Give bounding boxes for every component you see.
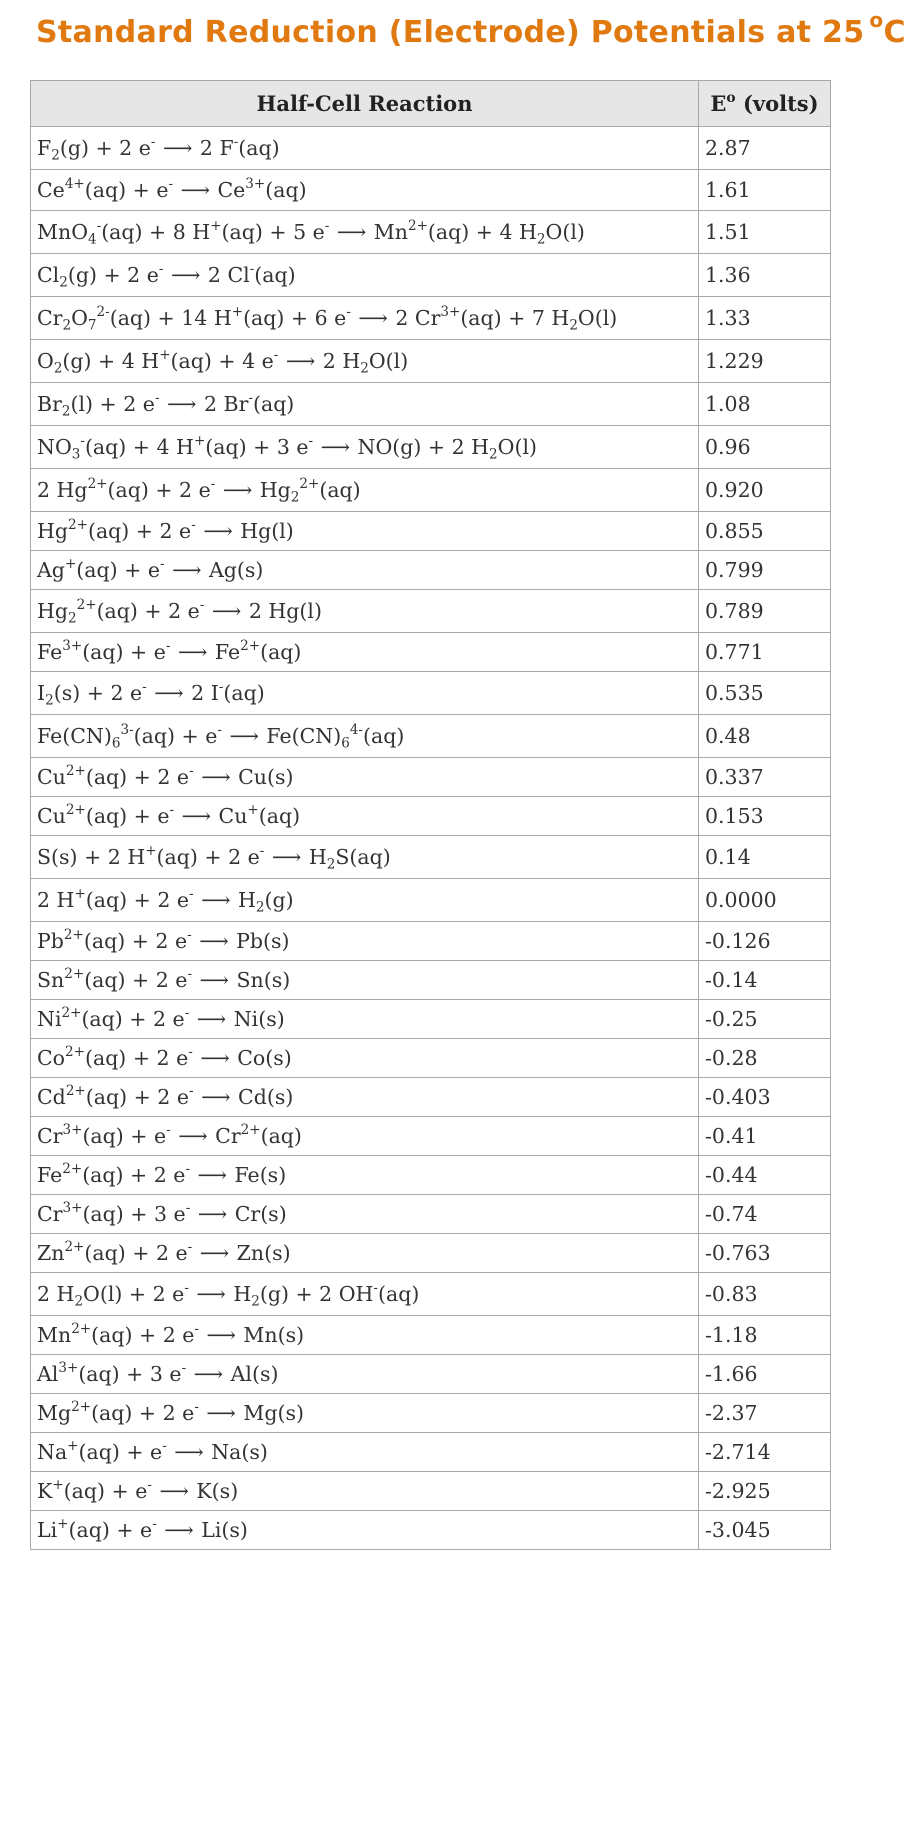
potential-value: 0.789 [699,590,831,633]
title-unit: C [883,15,906,50]
potential-value: 1.229 [699,340,831,383]
potential-value: -1.66 [699,1355,831,1394]
half-cell-reaction: MnO$_4$-(aq) + 8 H+(aq) + 5 e- ⟶ $Mn^{2+}(aq) + 4$ $H_2O(l)$ [31,211,699,254]
title-text: Standard Reduction (Electrode) Potentials at 25 [36,15,865,50]
potential-value: -0.41 [699,1117,831,1156]
half-cell-reaction: Li+(aq) + e- ⟶ Li(s) [31,1511,699,1550]
table-row [31,590,831,633]
half-cell-reaction: $F_2(g) + 2$ e- ⟶ 2 F-(aq) [31,127,699,170]
half-cell-reaction: $Cu^{2+}(aq) + 2$ e- ⟶ Cu(s) [31,758,699,797]
potential-value: 0.0000 [699,879,831,922]
table-row [31,922,831,961]
table-row [31,426,831,469]
table-row [31,1472,831,1511]
half-cell-reaction: $I_2(s) + 2$ e- ⟶ 2 I-(aq) [31,672,699,715]
table-row [31,758,831,797]
half-cell-reaction: $Ni^{2+}(aq) + 2$ e- ⟶ Ni(s) [31,1000,699,1039]
header-potential-unit: (volts) [742,91,819,116]
potential-value: -0.83 [699,1273,831,1316]
table-row [31,836,831,879]
potential-value: -0.74 [699,1195,831,1234]
potential-value: -0.28 [699,1039,831,1078]
table-header-row [31,81,831,127]
table-row [31,1156,831,1195]
table-row [31,1394,831,1433]
potential-value: 1.61 [699,170,831,211]
potential-value: -0.126 [699,922,831,961]
degree-symbol: o [869,8,884,32]
half-cell-reaction: $Zn^{2+}(aq) + 2$ e- ⟶ Zn(s) [31,1234,699,1273]
potential-value: 0.153 [699,797,831,836]
potential-value: 1.08 [699,383,831,426]
half-cell-reaction: 2 H+(aq) + 2 e- ⟶ $H_2(g)$ [31,879,699,922]
header-potential-sup: o [726,90,736,106]
half-cell-reaction: Na+(aq) + e- ⟶ Na(s) [31,1433,699,1472]
half-cell-reaction: $Fe^{2+}(aq) + 2$ e- ⟶ Fe(s) [31,1156,699,1195]
half-cell-reaction: $Mn^{2+}(aq) + 2$ e- ⟶ Mn(s) [31,1316,699,1355]
potential-value: 1.51 [699,211,831,254]
half-cell-reaction: S(s) + 2 H+(aq) + 2 e- ⟶ $H_2S(aq)$ [31,836,699,879]
table-row [31,1195,831,1234]
potential-value: 2.87 [699,127,831,170]
potential-value: -3.045 [699,1511,831,1550]
potential-value: 0.48 [699,715,831,758]
half-cell-reaction: $Cu^{2+}(aq) + e^-$ ⟶ Cu+(aq) [31,797,699,836]
reduction-potentials-table [30,80,831,1550]
table-row [31,672,831,715]
header-potential [699,81,831,127]
potential-value: -0.403 [699,1078,831,1117]
potential-value: 0.855 [699,512,831,551]
page-title [36,8,906,50]
potential-value: 1.33 [699,297,831,340]
table-row [31,1273,831,1316]
half-cell-reaction: $NO_3^-(aq) + 4$ H+(aq) + 3 e- ⟶ NO(g) + 2 $H_2O(l)$ [31,426,699,469]
table-row [31,170,831,211]
header-reaction: Half-Cell Reaction [31,81,699,127]
potential-value: -0.44 [699,1156,831,1195]
half-cell-reaction: $Hg^{2+}(aq) + 2$ e- ⟶ Hg(l) [31,512,699,551]
half-cell-reaction: Ag+(aq) + e- ⟶ Ag(s) [31,551,699,590]
header-potential-symbol: E [710,91,727,116]
table-row [31,551,831,590]
potential-value: 1.36 [699,254,831,297]
table-row [31,1234,831,1273]
potential-value: -0.763 [699,1234,831,1273]
potential-value: 0.337 [699,758,831,797]
table-row [31,383,831,426]
table-body [31,127,831,1550]
table-row [31,1511,831,1550]
table-row [31,715,831,758]
potential-value: 0.14 [699,836,831,879]
half-cell-reaction: $Cl_2(g) + 2$ e- ⟶ 2 Cl-(aq) [31,254,699,297]
table-row [31,211,831,254]
half-cell-reaction: $O_2(g) + 4$ H+(aq) + 4 e- ⟶ 2 $H_2O(l)$ [31,340,699,383]
table-row [31,512,831,551]
half-cell-reaction: $Ce^{4+}(aq) + e^-$ ⟶ $Ce^{3+}(aq)$ [31,170,699,211]
half-cell-reaction: $Sn^{2+}(aq) + 2$ e- ⟶ Sn(s) [31,961,699,1000]
potential-value: -0.14 [699,961,831,1000]
half-cell-reaction: $Cr^{3+}(aq) + 3$ e- ⟶ Cr(s) [31,1195,699,1234]
table-row [31,1039,831,1078]
half-cell-reaction: 2 $Hg^{2+}(aq) + 2$ e- ⟶ $Hg_2^{2+}(aq)$ [31,469,699,512]
half-cell-reaction: $Cr^{3+}(aq) + e^-$ ⟶ $Cr^{2+}(aq)$ [31,1117,699,1156]
table-row [31,797,831,836]
half-cell-reaction: 2 $H_2O(l) + 2$ e- ⟶ $H_2(g) + 2$ OH-(aq) [31,1273,699,1316]
table-row [31,297,831,340]
table-row [31,1117,831,1156]
half-cell-reaction: K+(aq) + e- ⟶ K(s) [31,1472,699,1511]
potential-value: -0.25 [699,1000,831,1039]
potential-value: 0.920 [699,469,831,512]
potential-value: 0.771 [699,633,831,672]
potential-value: 0.799 [699,551,831,590]
half-cell-reaction: $Cd^{2+}(aq) + 2$ e- ⟶ Cd(s) [31,1078,699,1117]
potential-value: -2.925 [699,1472,831,1511]
half-cell-reaction: $Mg^{2+}(aq) + 2$ e- ⟶ Mg(s) [31,1394,699,1433]
table-row [31,1000,831,1039]
table-row [31,879,831,922]
half-cell-reaction: $Fe(CN)_6^{3-}(aq) + e^-$ ⟶ $Fe(CN)_6^{4-}(aq)$ [31,715,699,758]
table-row [31,1355,831,1394]
potential-value: -2.714 [699,1433,831,1472]
half-cell-reaction: $Al^{3+}(aq) + 3$ e- ⟶ Al(s) [31,1355,699,1394]
table-row [31,254,831,297]
half-cell-reaction: $Cr_2O_7^{2-}(aq) + 14$ H+(aq) + 6 e- ⟶ 2 $Cr^{3+}(aq) + 7$ $H_2O(l)$ [31,297,699,340]
table-row [31,961,831,1000]
table-row [31,1078,831,1117]
table-row [31,469,831,512]
potential-value: 0.96 [699,426,831,469]
potential-value: -1.18 [699,1316,831,1355]
half-cell-reaction: $Br_2(l) + 2$ e- ⟶ 2 Br-(aq) [31,383,699,426]
table-row [31,340,831,383]
table-row [31,127,831,170]
half-cell-reaction: $Hg_2^{2+}(aq) + 2$ e- ⟶ 2 Hg(l) [31,590,699,633]
half-cell-reaction: $Pb^{2+}(aq) + 2$ e- ⟶ Pb(s) [31,922,699,961]
half-cell-reaction: $Co^{2+}(aq) + 2$ e- ⟶ Co(s) [31,1039,699,1078]
table-row [31,1433,831,1472]
potential-value: 0.535 [699,672,831,715]
half-cell-reaction: $Fe^{3+}(aq) + e^-$ ⟶ $Fe^{2+}(aq)$ [31,633,699,672]
table-row [31,1316,831,1355]
table-row [31,633,831,672]
potential-value: -2.37 [699,1394,831,1433]
